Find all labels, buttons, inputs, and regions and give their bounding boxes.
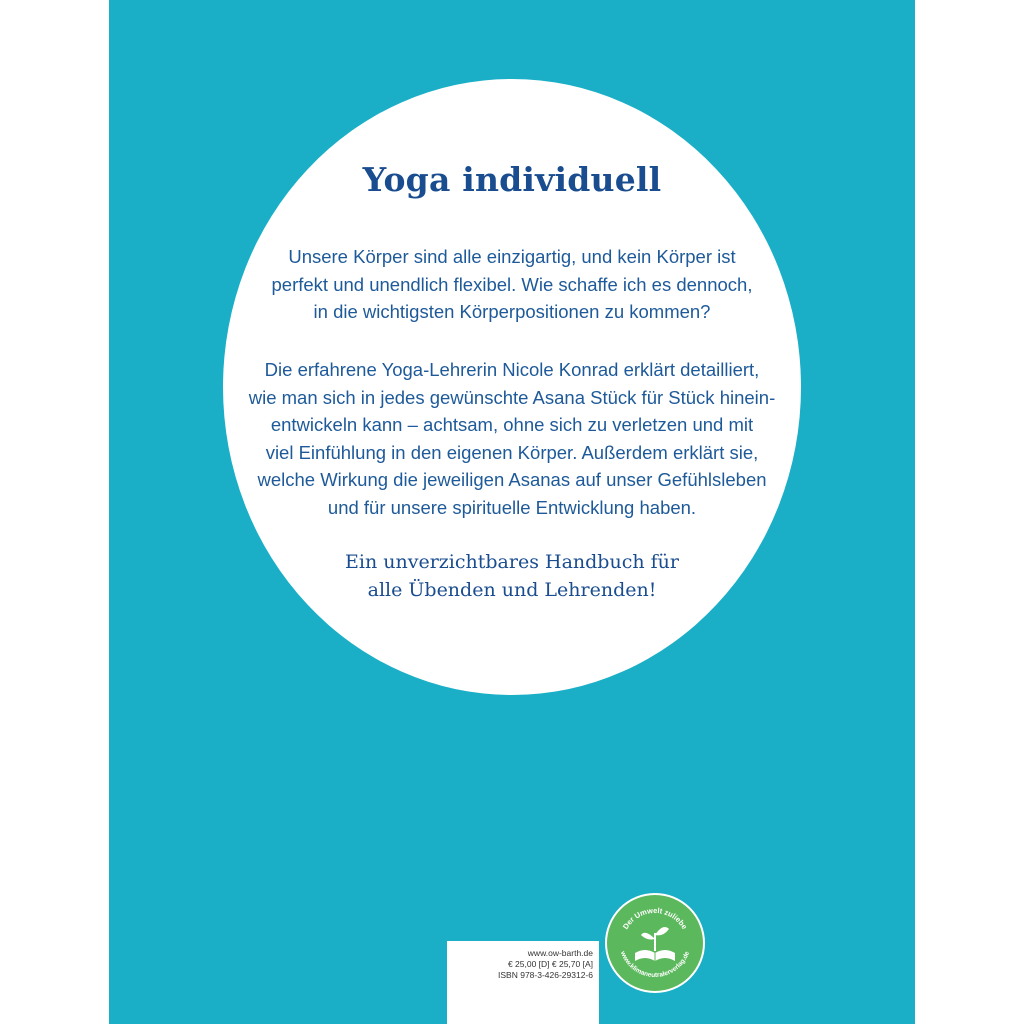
paragraph-line: entwickeln kann – achtsam, ohne sich zu verletzen und mit [270,414,754,435]
book-title: Yoga individuell [362,160,662,199]
price-label: € 25,00 [D] € 25,70 [A] [507,959,593,969]
paragraph-line: Unsere Körper sind alle einzigartig, und kein Körper ist [288,246,736,267]
barcode-box [447,941,599,1024]
svg-text:Der Umwelt zuliebe [621,906,689,931]
paragraph-line: welche Wirkung die jeweiligen Asanas auf unser Gefühlsleben [257,469,767,490]
paragraph-line: und für unsere spirituelle Entwicklung haben. [327,496,697,518]
paragraph-line: in die wichtigsten Körperpositionen zu kommen? [313,301,711,322]
tagline-line: Ein unverzichtbares Handbuch für [345,551,679,573]
tagline [109,548,915,604]
barcode-info [498,948,593,981]
back-cover [109,0,915,1024]
paragraph-line: wie man sich in jedes gewünschte Asana Stück für Stück hinein- [248,386,776,408]
intro-paragraph [109,243,915,326]
isbn-label: ISBN 978-3-426-29312-6 [498,970,593,980]
publisher-website: www.ow-barth.de [527,948,593,958]
eco-badge [605,893,705,993]
paragraph-line: viel Einfühlung in den eigenen Körper. Außerdem erklärt sie, [265,441,759,463]
description-paragraph [109,356,915,521]
eco-badge-top-text: Der Umwelt zuliebe [620,905,690,931]
paragraph-line: Die erfahrene Yoga-Lehrerin Nicole Konrad erklärt detailliert, [264,359,760,380]
book-seedling-icon [607,895,703,991]
paragraph-line: perfekt und unendlich flexibel. Wie schaffe ich es dennoch, [271,273,753,295]
eco-badge-bottom-text: www.klimaneutralerverlag.de [618,950,692,980]
tagline-line: alle Übenden und Lehrenden! [367,579,657,601]
